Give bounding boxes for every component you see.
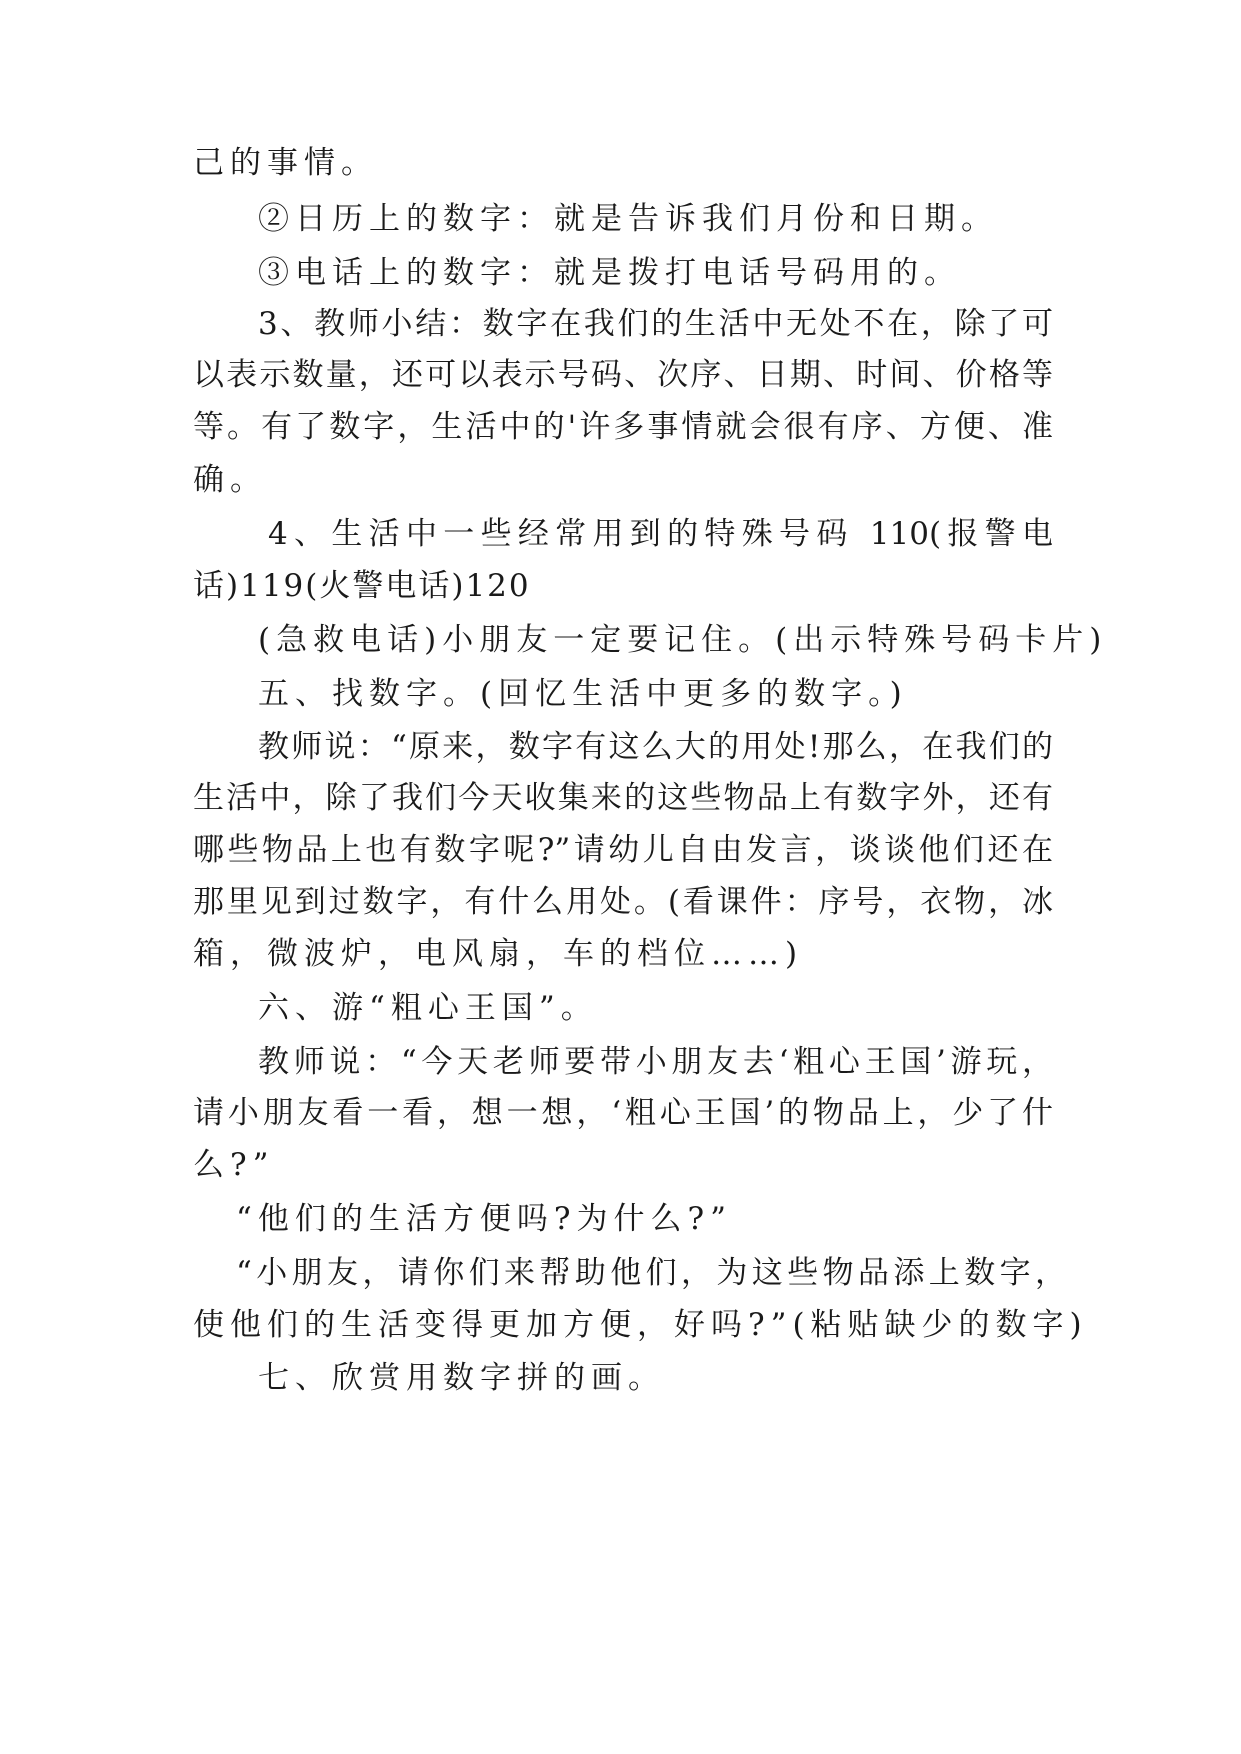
text-line: 3、教师小结：数字在我们的生活中无处不在，除了可	[258, 306, 1053, 342]
text-line: 哪些物品上也有数字呢?”请幼儿自由发言，谈谈他们还在	[193, 832, 1053, 868]
text-line: 六、游“粗心王国”。	[258, 990, 598, 1026]
text-line: 生活中，除了我们今天收集来的这些物品上有数字外，还有	[193, 780, 1053, 816]
text-line: “他们的生活方便吗?为什么?”	[236, 1201, 732, 1237]
text-line: “小朋友，请你们来帮助他们，为这些物品添上数字，	[236, 1255, 1066, 1291]
text-line: 话)119(火警电话)120	[193, 568, 531, 604]
text-line: 等。有了数字，生活中的'许多事情就会很有序、方便、准	[193, 409, 1053, 445]
text-line: 教师说：“原来，数字有这么大的用处!那么，在我们的	[258, 729, 1053, 765]
text-line: 七、欣赏用数字拼的画。	[258, 1360, 665, 1396]
text-line: 箱，微波炉，电风扇，车的档位……)	[193, 936, 804, 972]
text-line: 那里见到过数字，有什么用处。(看课件：序号，衣物，冰	[193, 884, 1053, 920]
text-line: (急救电话)小朋友一定要记住。(出示特殊号码卡片)	[258, 622, 1108, 658]
text-line: ②日历上的数字：就是告诉我们月份和日期。	[258, 201, 998, 237]
text-line: 使他们的生活变得更加方便，好吗?”(粘贴缺少的数字)	[193, 1307, 1088, 1343]
text-line: ③电话上的数字：就是拨打电话号码用的。	[258, 255, 961, 291]
text-line: 教师说：“今天老师要带小朋友去‘粗心王国’游玩，	[258, 1044, 1053, 1080]
text-line: 4、生活中一些经常用到的特殊号码 110(报警电	[268, 516, 1053, 552]
text-line: 五、找数字。(回忆生活中更多的数字。)	[258, 676, 908, 712]
text-line: 请小朋友看一看，想一想，‘粗心王国’的物品上，少了什	[193, 1095, 1053, 1131]
text-line: 确。	[193, 462, 267, 498]
text-line: 以表示数量，还可以表示号码、次序、日期、时间、价格等	[193, 357, 1053, 393]
text-line: 么?”	[193, 1147, 275, 1183]
text-line: 己的事情。	[193, 145, 378, 181]
